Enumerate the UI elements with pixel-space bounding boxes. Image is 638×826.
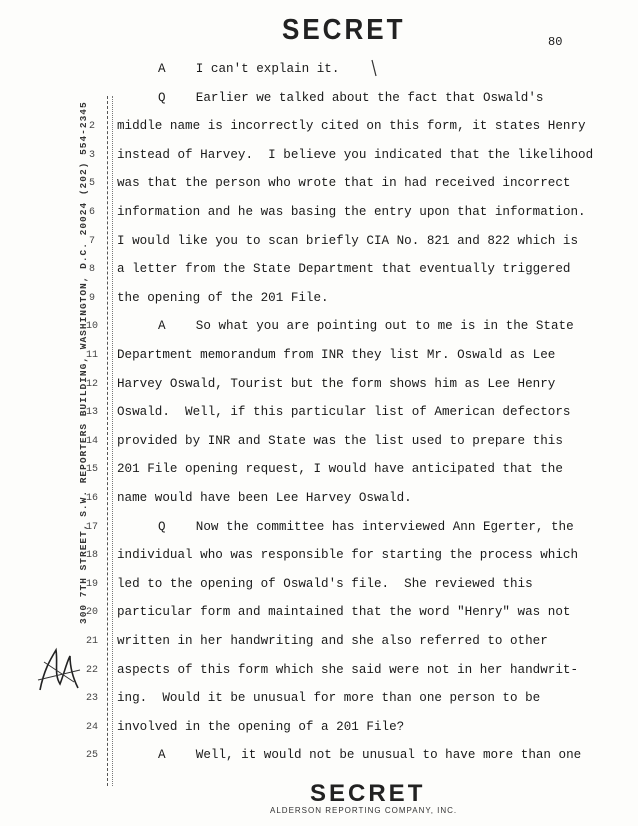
line-number: 5	[88, 178, 95, 190]
classification-stamp-bottom: SECRET	[310, 780, 426, 807]
line-number: 20	[85, 607, 98, 619]
line-number: 16	[85, 493, 98, 504]
transcript-line	[0, 434, 638, 454]
line-number: 23	[85, 693, 98, 705]
transcript-line	[0, 262, 638, 282]
line-text: middle name is incorrectly cited on this form, it states Henry	[117, 119, 586, 134]
line-number: 17	[85, 521, 98, 533]
reporter-address-vertical: 300 7TH STREET, S.W. REPORTERS BUILDING, WASHINGTON, D.C. 20024 (202) 554-2345	[78, 101, 89, 624]
line-text: instead of Harvey. I believe you indicated that the likelihood	[117, 147, 594, 162]
line-text: Oswald. Well, if this particular list of American defectors	[117, 405, 571, 420]
line-text: Department memorandum from INR they list Mr. Oswald as Lee	[117, 348, 556, 362]
line-text: ing. Would it be unusual for more than one person to be	[117, 691, 541, 706]
reporting-company: ALDERSON REPORTING COMPANY, INC.	[270, 806, 458, 815]
transcript-line	[0, 62, 638, 82]
transcript-line	[0, 176, 638, 196]
line-text: A I can't explain it.	[158, 62, 340, 76]
transcript-line	[0, 377, 638, 397]
transcript-line	[0, 548, 638, 568]
line-number: 11	[85, 350, 98, 361]
transcript-line	[0, 491, 638, 511]
line-text: Q Now the committee has interviewed Ann Egerter, the	[158, 519, 574, 534]
page-number: 80	[548, 35, 563, 49]
transcript-line	[0, 91, 638, 111]
classification-stamp-top: SECRET	[282, 12, 406, 46]
line-number: 14	[85, 435, 98, 447]
line-text: Q Earlier we talked about the fact that Oswald's	[158, 90, 544, 105]
line-number: 21	[85, 636, 98, 647]
transcript-line	[0, 319, 638, 339]
line-number: 10	[85, 321, 98, 333]
transcript-line	[0, 348, 638, 368]
transcript-line	[0, 405, 638, 425]
line-number: 9	[88, 292, 95, 304]
line-number: 8	[88, 264, 95, 276]
line-number: 7	[88, 235, 95, 247]
transcript-line	[0, 291, 638, 311]
line-text: 201 File opening request, I would have anticipated that the	[117, 462, 563, 477]
line-text: A Well, it would not be unusual to have more than one	[158, 748, 582, 763]
transcript-line	[0, 605, 638, 625]
line-number: 6	[88, 207, 95, 218]
line-text: the opening of the 201 File.	[117, 290, 329, 305]
transcript-line	[0, 720, 638, 740]
line-number: 15	[85, 464, 98, 476]
line-text: written in her handwriting and she also referred to other	[117, 634, 548, 648]
transcript-line	[0, 577, 638, 597]
line-number: 25	[85, 750, 98, 762]
transcript-line	[0, 748, 638, 768]
transcript-line	[0, 205, 638, 225]
transcript-line	[0, 691, 638, 711]
transcript-line	[0, 663, 638, 683]
transcript-line	[0, 520, 638, 540]
line-text: particular form and maintained that the word "Henry" was not	[117, 605, 571, 620]
line-text: A So what you are pointing out to me is in the State	[158, 319, 574, 334]
line-text: name would have been Lee Harvey Oswald.	[117, 491, 412, 505]
line-number: 22	[85, 664, 98, 676]
line-number: 2	[88, 121, 95, 133]
line-number: 12	[85, 378, 98, 390]
line-text: information and he was basing the entry upon that information.	[117, 205, 586, 219]
transcript-line	[0, 119, 638, 139]
line-text: aspects of this form which she said were not in her handwrit-	[117, 662, 579, 677]
line-text: led to the opening of Oswald's file. She reviewed this	[117, 576, 533, 591]
line-number: 18	[85, 550, 98, 562]
transcript-line	[0, 234, 638, 254]
line-number: 24	[85, 721, 98, 733]
transcript-line	[0, 148, 638, 168]
line-number: 13	[85, 407, 98, 419]
line-text: a letter from the State Department that eventually triggered	[117, 262, 571, 277]
line-text: individual who was responsible for starting the process which	[117, 548, 579, 563]
line-number: 3	[88, 149, 95, 161]
line-number: 19	[85, 578, 98, 590]
transcript-line	[0, 462, 638, 482]
transcript-line	[0, 634, 638, 654]
line-text: I would like you to scan briefly CIA No. 821 and 822 which is	[117, 233, 579, 248]
line-text: provided by INR and State was the list used to prepare this	[117, 433, 563, 448]
line-text: involved in the opening of a 201 File?	[117, 719, 405, 734]
line-text: Harvey Oswald, Tourist but the form shows him as Lee Henry	[117, 376, 556, 391]
line-text: was that the person who wrote that in had received incorrect	[117, 176, 571, 191]
